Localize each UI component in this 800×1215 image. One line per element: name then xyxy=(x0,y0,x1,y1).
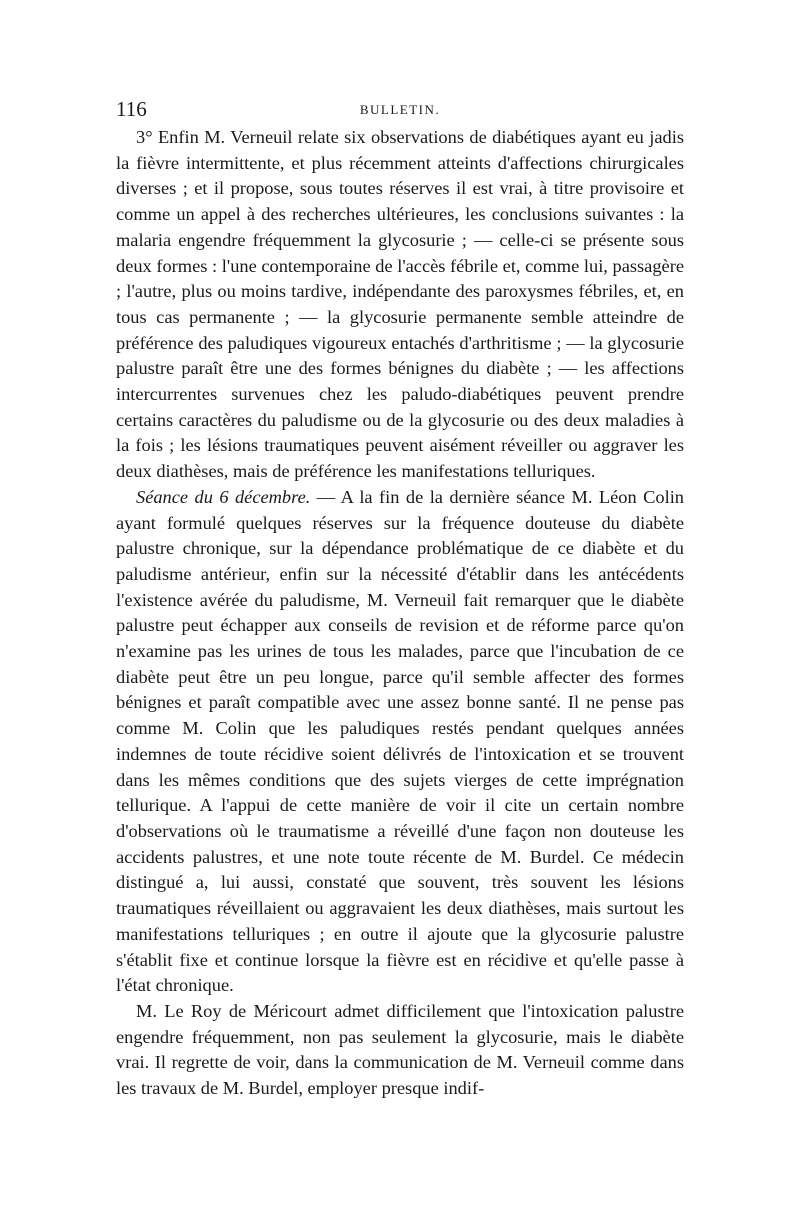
paragraph-le-roy: M. Le Roy de Méricourt admet difficilement que l'intoxication palustre engendre fréquemment, non pas seulement la glycosurie, mais le diabète vrai. Il regrette de voir, dans la communication de M. Verneuil comme dans les travaux de M. Burdel, employer presque indif- xyxy=(116,1000,684,1099)
paragraph-seance xyxy=(116,485,684,999)
body-text xyxy=(116,125,684,1102)
page-number: 116 xyxy=(116,97,147,121)
page-header xyxy=(116,96,684,122)
paragraph-seance-text: — A la fin de la dernière séance M. Léon Colin ayant formulé quelques réserves sur la fréquence douteuse du diabète palustre chronique, sur la dépendance problématique de ce diabète et du paludisme antérieur, enfin sur la nécessité d'établir dans les antécédents l'existence avérée du paludisme, M. Verneuil fait remarquer que le diabète palustre peut échapper aux conseils de revision et de réforme parce qu'on n'examine pas les urines de tous les malades, parce que l'incubation de ce diabète peut être un peu longue, parce qu'il semble affecter des formes bénignes et paraît compatible avec une assez bonne santé. Il ne pense pas comme M. Colin que les paludiques restés pendant quelques années indemnes de toute récidive soient délivrés de l'intoxication et se trouvent dans les mêmes conditions que des sujets vierges de cette imprégnation tellurique. A l'appui de cette manière de voir il cite un certain nombre d'observations où le traumatisme a réveillé d'une façon non douteuse les accidents palustres, et une note toute récente de M. Burdel. Ce médecin distingué a, lui aussi, constaté que souvent, très souvent les lésions traumatiques réveillaient ou aggravaient les deux diathèses, mais surtout les manifestations telluriques ; en outre il ajoute que la glycosurie palustre s'établit fixe et continue lorsque la fièvre est en récidive et qu'elle passe à l'état chronique. xyxy=(116,486,684,996)
running-title: BULLETIN. xyxy=(359,102,441,117)
session-heading: Séance du 6 décembre. xyxy=(136,486,311,507)
paragraph-conclusions: 3° Enfin M. Verneuil relate six observations de diabétiques ayant eu jadis la fièvre intermittente, et plus récemment atteints d'affections chirurgicales diverses ; et il propose, sous toutes réserves il est vrai, à titre provisoire et comme un appel à des recherches ultérieures, les conclusions suivantes : la malaria engendre fréquemment la glycosurie ; — celle-ci se présente sous deux formes : l'une contemporaine de l'accès fébrile et, comme lui, passagère ; l'autre, plus ou moins tardive, indépendante des paroxysmes fébriles, et, en tous cas permanente ; — la glycosurie permanente semble atteindre de préférence des paludiques vigoureux entachés d'arthritisme ; — la glycosurie palustre paraît être une des formes bénignes du diabète ; — les affections intercurrentes survenues chez les paludo-diabétiques peuvent prendre certains caractères du paludisme ou de la glycosurie ou des deux maladies à la fois ; les lésions traumatiques peuvent aisément réveiller ou aggraver les deux diathèses, mais de préférence les manifestations telluriques. xyxy=(116,127,684,482)
